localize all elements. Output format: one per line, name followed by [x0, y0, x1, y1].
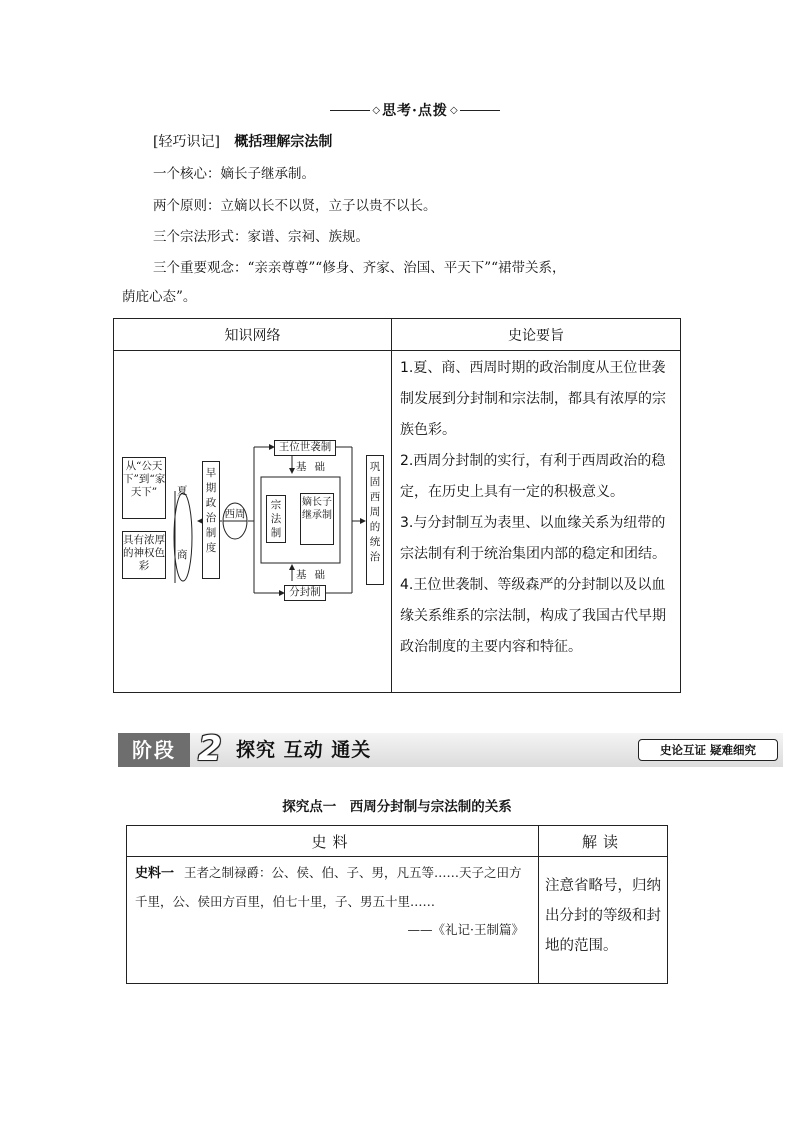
- patriarchal-clan-text: 宗 法 制: [270, 499, 282, 539]
- heading-text: 思考·点拨: [382, 103, 448, 119]
- memory-line: 两个原则：立嫡以长不以贤，立子以贵不以长。: [153, 198, 437, 214]
- source-cell: [127, 857, 539, 984]
- source-table: [126, 825, 668, 984]
- reading-cell: 注意省略号，归纳出分封的等级和封地的范围。: [539, 857, 668, 984]
- source-body: 王者之制禄爵：公、侯、伯、子、男，凡五等……天子之田方千里，公、侯田方百里，伯七十里，子、男五十里……: [135, 865, 522, 909]
- memory-line: 三个重要观念：“亲亲尊尊”“修身、齐家、治国、平天下”“裙带关系，: [153, 260, 566, 276]
- diamond-icon: ◇: [372, 104, 381, 116]
- hereditary-throne-box: 王位世袭制: [274, 440, 336, 456]
- key-point: 3.与分封制互为表里、以血缘关系为纽带的宗法制有利于统治集团内部的稳定和团结。: [400, 515, 666, 562]
- stage-title: 探究 互动 通关: [236, 739, 372, 761]
- source-text: [135, 859, 532, 916]
- memory-title: 概括理解宗法制: [234, 134, 333, 150]
- memory-title-line: [153, 132, 332, 152]
- stage-banner: [118, 729, 783, 769]
- memory-line: 三个宗法形式：家谱、宗祠、族规。: [153, 229, 369, 245]
- key-point: 1.夏、商、西周时期的政治制度从王位世袭制发展到分封制和宗法制，都具有浓厚的宗族色彩。: [400, 360, 666, 438]
- stage-tag: 阶段: [118, 733, 190, 767]
- key-point: 2.西周分封制的实行，有利于西周政治的稳定，在历史上具有一定的积极意义。: [400, 453, 666, 500]
- primogeniture-box: 嫡长子继承制: [300, 493, 334, 545]
- memory-tag: [轻巧识记]: [153, 134, 220, 150]
- explore-title: 探究点一 西周分封制与宗法制的关系: [282, 799, 512, 815]
- diamond-icon: ◇: [449, 104, 458, 116]
- column-header: 史论要旨: [392, 319, 681, 351]
- basis-label-top: 基础: [296, 461, 333, 473]
- column-header: 知识网络: [114, 319, 392, 351]
- ornament-line-left: [330, 110, 370, 111]
- theocratic-color-box: 具有浓厚的神权色彩: [122, 531, 166, 579]
- diagram-connectors: [114, 351, 391, 692]
- shift-to-family-box: 从“公天下”到“家天下”: [122, 457, 166, 519]
- source-label: 史料一: [135, 866, 175, 881]
- basis-label-bottom: 基础: [296, 569, 333, 581]
- stage-number: 2: [198, 729, 222, 769]
- stage-badge: 史论互证 疑难细究: [638, 739, 778, 761]
- ornament-line-right: [460, 110, 500, 111]
- early-political-system-text: 早 期 政 治 制 度: [205, 467, 217, 554]
- early-political-system-box: [202, 461, 220, 579]
- xizhou-label: 西周: [224, 508, 246, 520]
- consolidate-rule-text: 巩 固 西 周 的 统 治: [369, 461, 381, 563]
- patriarchal-clan-box: [266, 495, 286, 543]
- key-point: 4.王位世袭制、等级森严的分封制以及以血缘关系维系的宗法制，构成了我国古代早期政治制度的主要内容和特征。: [400, 577, 666, 655]
- consolidate-rule-box: [366, 455, 384, 585]
- memory-line: 荫庇心态”。: [122, 289, 197, 305]
- column-header: 史料: [127, 826, 539, 857]
- column-header: 解读: [539, 826, 668, 857]
- knowledge-diagram: [114, 351, 391, 692]
- section-heading: [300, 99, 530, 121]
- enfeoffment-box: 分封制: [284, 585, 326, 601]
- key-points-cell: [392, 351, 681, 693]
- shang-label: 商: [177, 549, 188, 561]
- xia-label: 夏: [177, 485, 188, 497]
- knowledge-network-cell: [114, 351, 392, 693]
- memory-line: 一个核心：嫡长子继承制。: [153, 166, 315, 182]
- summary-table: [113, 318, 681, 693]
- source-citation: ——《礼记·王制篇》: [407, 922, 524, 937]
